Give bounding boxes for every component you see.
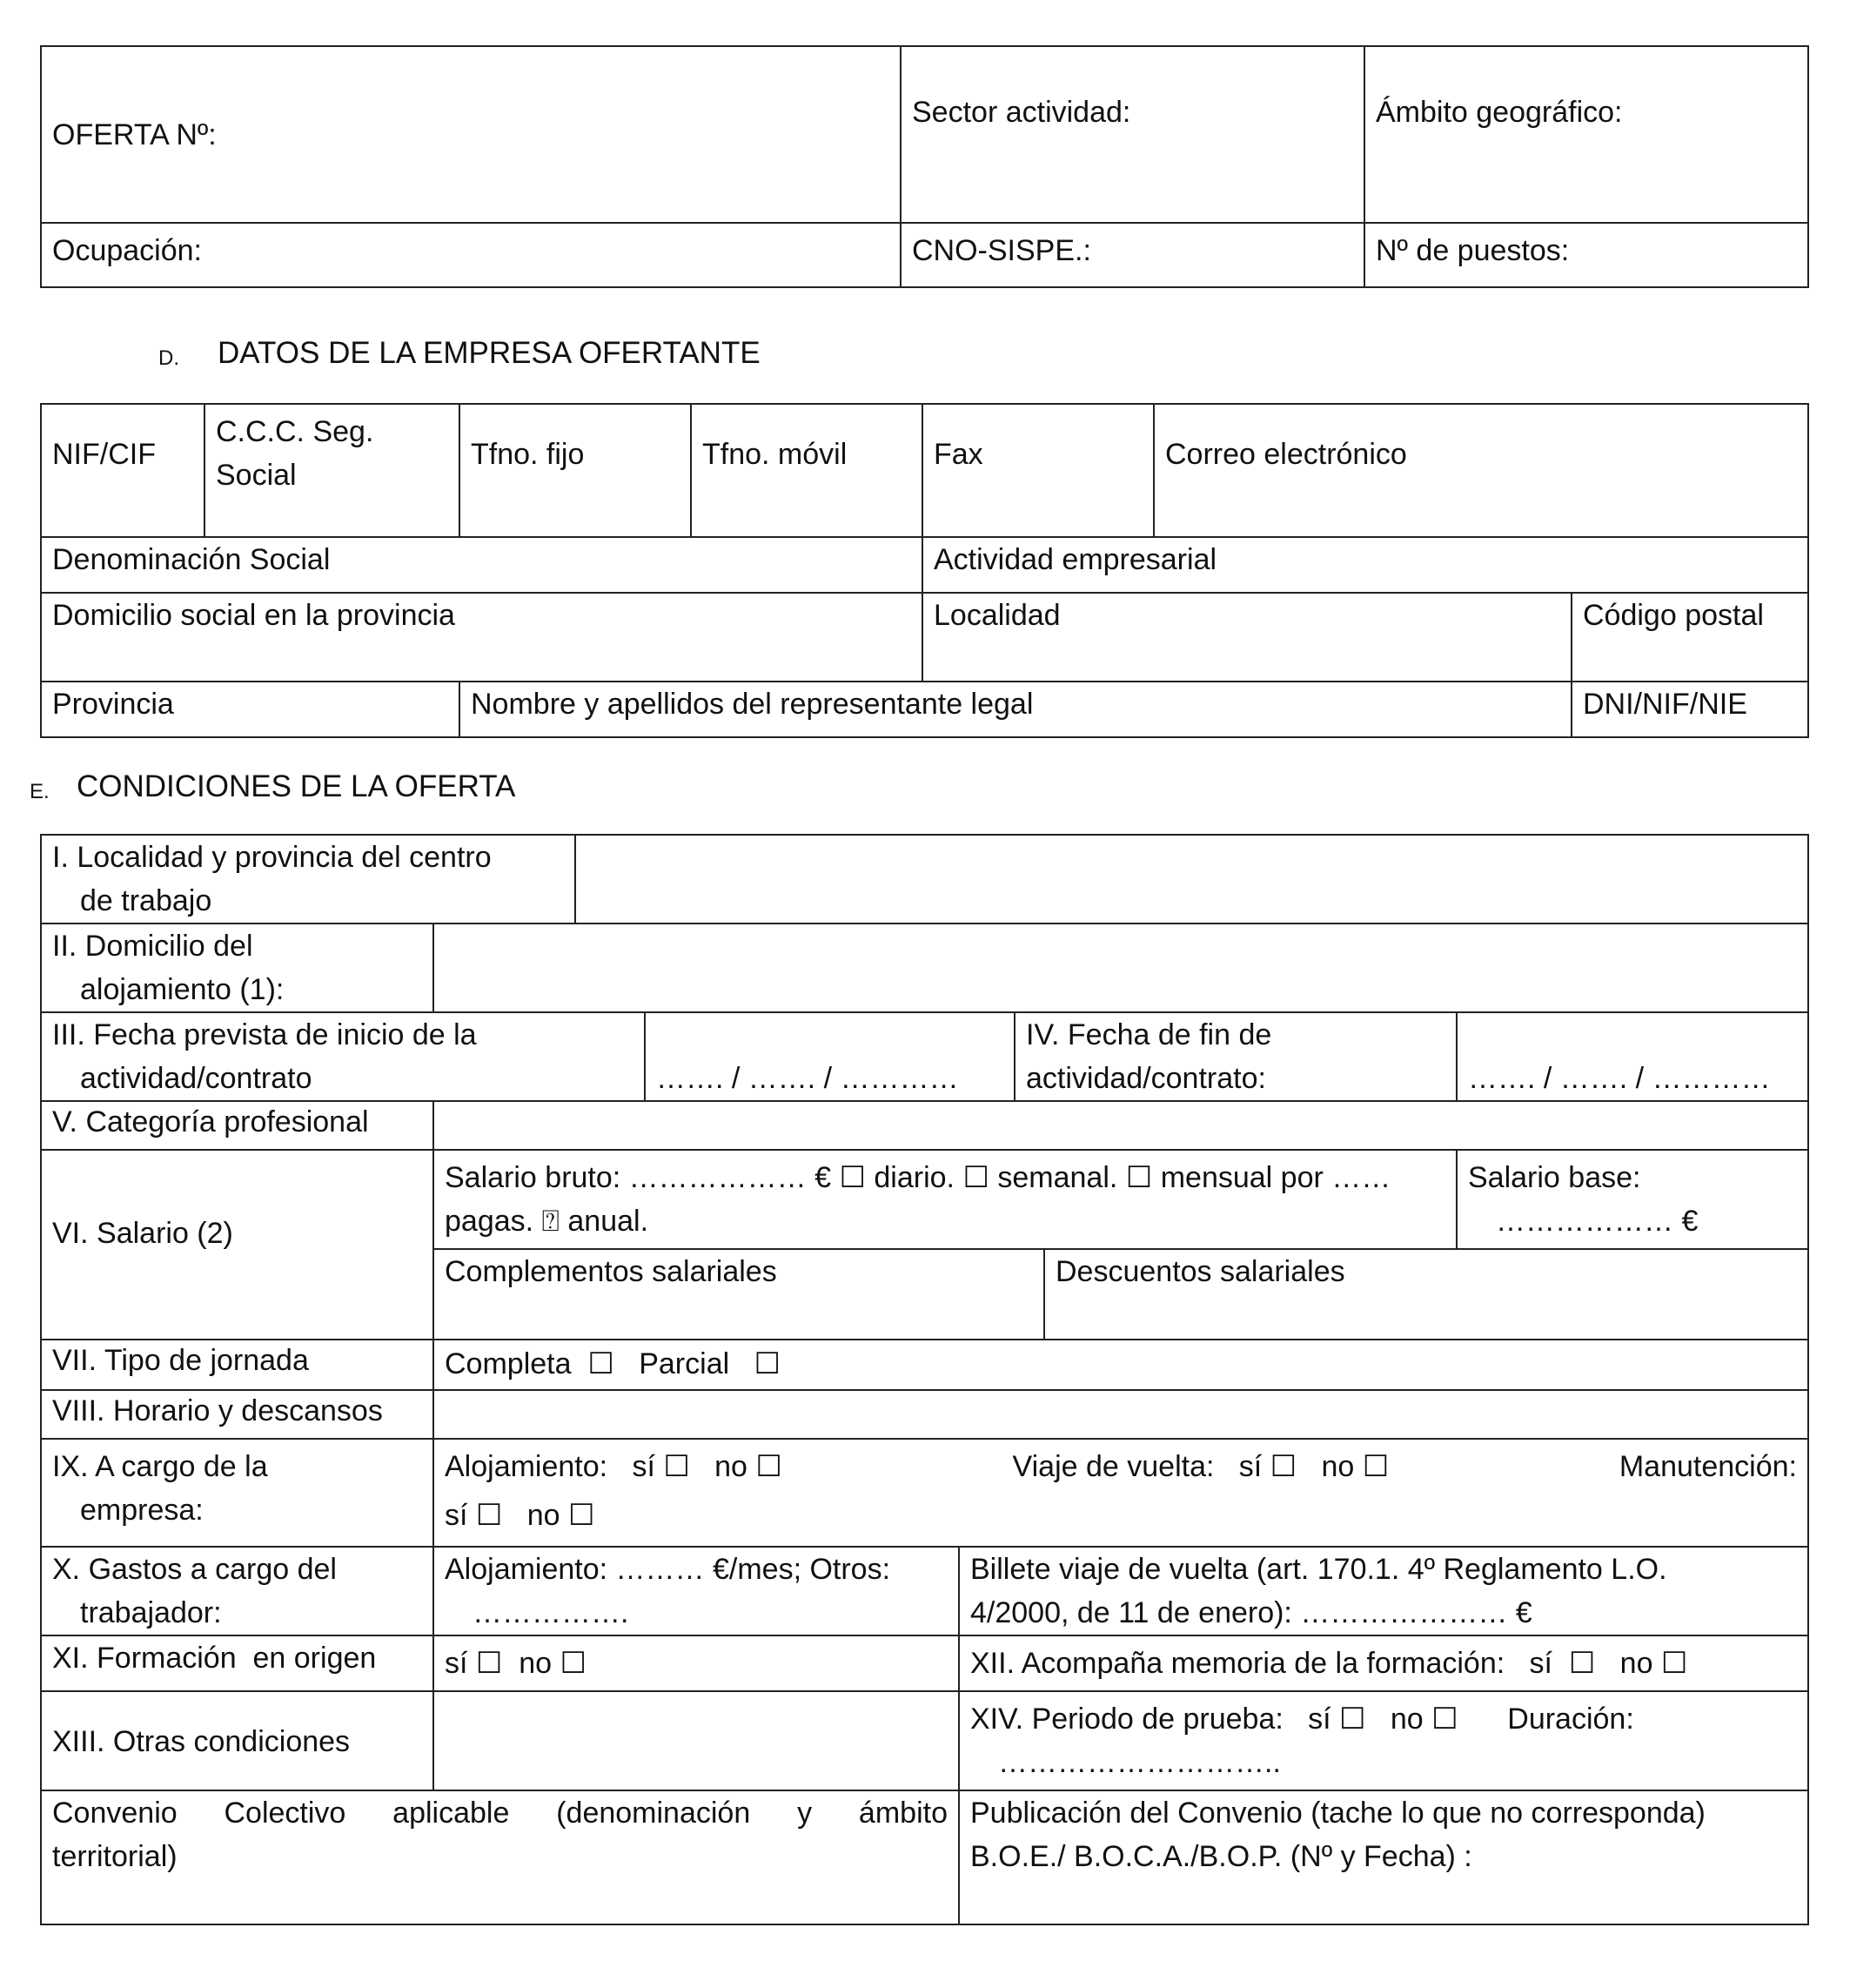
jornada-field[interactable] <box>432 1339 1809 1391</box>
horario-field[interactable] <box>432 1389 1809 1440</box>
section-e-letter: E. <box>30 780 50 803</box>
categoria-field[interactable] <box>432 1100 1809 1151</box>
salario-bruto-line-2: pagas. ⍰ anual. <box>445 1205 649 1238</box>
representante-label: Nombre y apellidos del representante legal <box>471 688 1034 721</box>
actividad-cell[interactable] <box>922 536 1809 594</box>
otras-label-cell <box>40 1690 434 1791</box>
horario-label-cell <box>40 1389 434 1440</box>
dni-cell[interactable] <box>1571 681 1809 738</box>
salario-label-cell <box>40 1149 434 1340</box>
jornada-options[interactable]: Completa ☐ Parcial ☐ <box>445 1347 781 1380</box>
publicacion-cell[interactable] <box>958 1790 1809 1925</box>
localidad-centro-label-cell <box>40 834 576 924</box>
otras-label: XIII. Otras condiciones <box>52 1725 351 1758</box>
localidad-cell[interactable] <box>922 592 1572 682</box>
denominacion-cell[interactable] <box>40 536 923 594</box>
domicilio-alojamiento-label-2: alojamiento (1): <box>80 973 285 1006</box>
domicilio-alojamiento-label-1: II. Domicilio del <box>52 930 253 963</box>
fecha-inicio-field[interactable] <box>644 1011 1015 1102</box>
convenio-cell[interactable] <box>40 1790 960 1925</box>
descuentos-cell[interactable] <box>1043 1248 1809 1340</box>
fecha-inicio-blank: ……. / ……. / ………… <box>656 1062 959 1095</box>
actividad-label: Actividad empresarial <box>934 543 1217 576</box>
sector-label: Sector actividad: <box>912 96 1131 129</box>
horario-label: VIII. Horario y descansos <box>52 1394 383 1427</box>
dni-label: DNI/NIF/NIE <box>1583 688 1747 721</box>
prueba-cell[interactable] <box>958 1690 1809 1791</box>
denominacion-label: Denominación Social <box>52 543 331 576</box>
section-d-letter: D. <box>158 346 179 370</box>
oferta-label: OFERTA Nº: <box>52 118 217 151</box>
categoria-label: V. Categoría profesional <box>52 1105 369 1138</box>
descuentos-label: Descuentos salariales <box>1056 1255 1345 1288</box>
fecha-fin-label-2: actividad/contrato: <box>1026 1062 1266 1095</box>
gastos-alojamiento-cell[interactable] <box>432 1546 960 1636</box>
fax-label: Fax <box>934 438 983 471</box>
ix-manutencion-options[interactable]: sí ☐ no ☐ <box>445 1499 595 1532</box>
tfno-movil-cell[interactable] <box>690 403 923 538</box>
localidad-centro-field[interactable] <box>574 834 1809 924</box>
formacion-label-cell <box>40 1635 434 1692</box>
fecha-fin-blank: ……. / ……. / ………… <box>1468 1062 1771 1095</box>
ccc-label-2: Social <box>216 459 297 492</box>
cargo-empresa-field[interactable] <box>432 1438 1809 1548</box>
salario-base-blank: ……………… € <box>1496 1205 1699 1238</box>
nif-label: NIF/CIF <box>52 438 156 471</box>
formacion-options[interactable]: sí ☐ no ☐ <box>445 1647 587 1680</box>
gastos-label-2: trabajador: <box>80 1596 222 1629</box>
convenio-line-2: territorial) <box>52 1840 178 1873</box>
complementos-cell[interactable] <box>432 1248 1045 1340</box>
representante-cell[interactable] <box>459 681 1572 738</box>
oferta-cell[interactable] <box>40 45 902 224</box>
provincia-cell[interactable] <box>40 681 460 738</box>
billete-line-1: Billete viaje de vuelta (art. 170.1. 4º Reglamento L.O. <box>970 1553 1667 1586</box>
ccc-cell[interactable] <box>204 403 460 538</box>
salario-base-cell[interactable] <box>1456 1149 1809 1250</box>
salario-bruto-line-1: Salario bruto: ……………… € ☐ diario. ☐ semanal. ☐ mensual por …… <box>445 1161 1391 1194</box>
domicilio-cell[interactable] <box>40 592 923 682</box>
cno-label: CNO-SISPE.: <box>912 234 1091 267</box>
publicacion-line-1: Publicación del Convenio (tache lo que no corresponda) <box>970 1797 1706 1830</box>
fecha-fin-label-1: IV. Fecha de fin de <box>1026 1018 1272 1051</box>
domicilio-alojamiento-label-cell <box>40 923 434 1013</box>
gastos-alojamiento-line-1: Alojamiento: ……… €/mes; Otros: <box>445 1553 891 1586</box>
tfno-movil-label: Tfno. móvil <box>702 438 848 471</box>
nif-cell[interactable] <box>40 403 205 538</box>
fecha-inicio-label-1: III. Fecha prevista de inicio de la <box>52 1018 477 1051</box>
fax-cell[interactable] <box>922 403 1155 538</box>
domicilio-alojamiento-field[interactable] <box>432 923 1809 1013</box>
publicacion-line-2: B.O.E./ B.O.C.A./B.O.P. (Nº y Fecha) : <box>970 1840 1472 1873</box>
categoria-label-cell <box>40 1100 434 1151</box>
jornada-label: VII. Tipo de jornada <box>52 1344 309 1377</box>
cargo-empresa-label-1: IX. A cargo de la <box>52 1450 268 1483</box>
provincia-label: Provincia <box>52 688 174 721</box>
cargo-empresa-label-cell <box>40 1438 434 1548</box>
puestos-label: Nº de puestos: <box>1376 234 1570 267</box>
domicilio-label: Domicilio social en la provincia <box>52 599 455 632</box>
salario-bruto-cell[interactable] <box>432 1149 1458 1250</box>
billete-cell[interactable] <box>958 1546 1809 1636</box>
gastos-label-cell <box>40 1546 434 1636</box>
localidad-label: Localidad <box>934 599 1061 632</box>
correo-cell[interactable] <box>1153 403 1809 538</box>
prueba-duracion-blank: ……………………….. <box>998 1746 1281 1779</box>
codigo-postal-label: Código postal <box>1583 599 1764 632</box>
sector-cell[interactable] <box>900 45 1365 224</box>
ocupacion-cell[interactable] <box>40 222 902 288</box>
puestos-cell[interactable] <box>1364 222 1809 288</box>
fecha-inicio-label-2: actividad/contrato <box>80 1062 312 1095</box>
tfno-fijo-cell[interactable] <box>459 403 692 538</box>
ix-viaje-options[interactable]: Viaje de vuelta: sí ☐ no ☐ <box>1012 1450 1390 1483</box>
cargo-empresa-label-2: empresa: <box>80 1494 204 1527</box>
cno-cell[interactable] <box>900 222 1365 288</box>
section-e-title: CONDICIONES DE LA OFERTA <box>77 769 516 803</box>
localidad-centro-label-2: de trabajo <box>80 884 212 917</box>
salario-label: VI. Salario (2) <box>52 1217 233 1250</box>
localidad-centro-label-1: I. Localidad y provincia del centro <box>52 841 492 874</box>
ocupacion-label: Ocupación: <box>52 234 202 267</box>
ix-alojamiento-options[interactable]: Alojamiento: sí ☐ no ☐ <box>445 1450 782 1483</box>
billete-line-2: 4/2000, de 11 de enero): ………………… € <box>970 1596 1532 1629</box>
ccc-label-1: C.C.C. Seg. <box>216 415 374 448</box>
otras-field[interactable] <box>432 1690 960 1791</box>
prueba-options[interactable]: XIV. Periodo de prueba: sí ☐ no ☐ Duración: <box>970 1703 1634 1736</box>
ambito-label: Ámbito geográfico: <box>1376 96 1623 129</box>
section-d-title: DATOS DE LA EMPRESA OFERTANTE <box>218 336 761 370</box>
fecha-fin-field[interactable] <box>1456 1011 1809 1102</box>
salario-base-label: Salario base: <box>1468 1161 1641 1194</box>
codigo-postal-cell[interactable] <box>1571 592 1809 682</box>
memoria-options[interactable]: XII. Acompaña memoria de la formación: sí ☐ no ☐ <box>970 1647 1688 1680</box>
correo-label: Correo electrónico <box>1165 438 1407 471</box>
formacion-label: XI. Formación en origen <box>52 1642 377 1675</box>
complementos-label: Complementos salariales <box>445 1255 777 1288</box>
fecha-fin-label-cell <box>1014 1011 1458 1102</box>
convenio-line-1: Convenio Colectivo aplicable (denominación y ámbito <box>52 1797 948 1830</box>
tfno-fijo-label: Tfno. fijo <box>471 438 585 471</box>
fecha-inicio-label-cell <box>40 1011 646 1102</box>
ambito-cell[interactable] <box>1364 45 1809 224</box>
gastos-label-1: X. Gastos a cargo del <box>52 1553 337 1586</box>
formacion-field[interactable] <box>432 1635 960 1692</box>
jornada-label-cell <box>40 1339 434 1391</box>
gastos-alojamiento-line-2: ……………. <box>473 1596 629 1629</box>
ix-manutencion-label: Manutención: <box>1619 1450 1797 1483</box>
memoria-cell[interactable] <box>958 1635 1809 1692</box>
